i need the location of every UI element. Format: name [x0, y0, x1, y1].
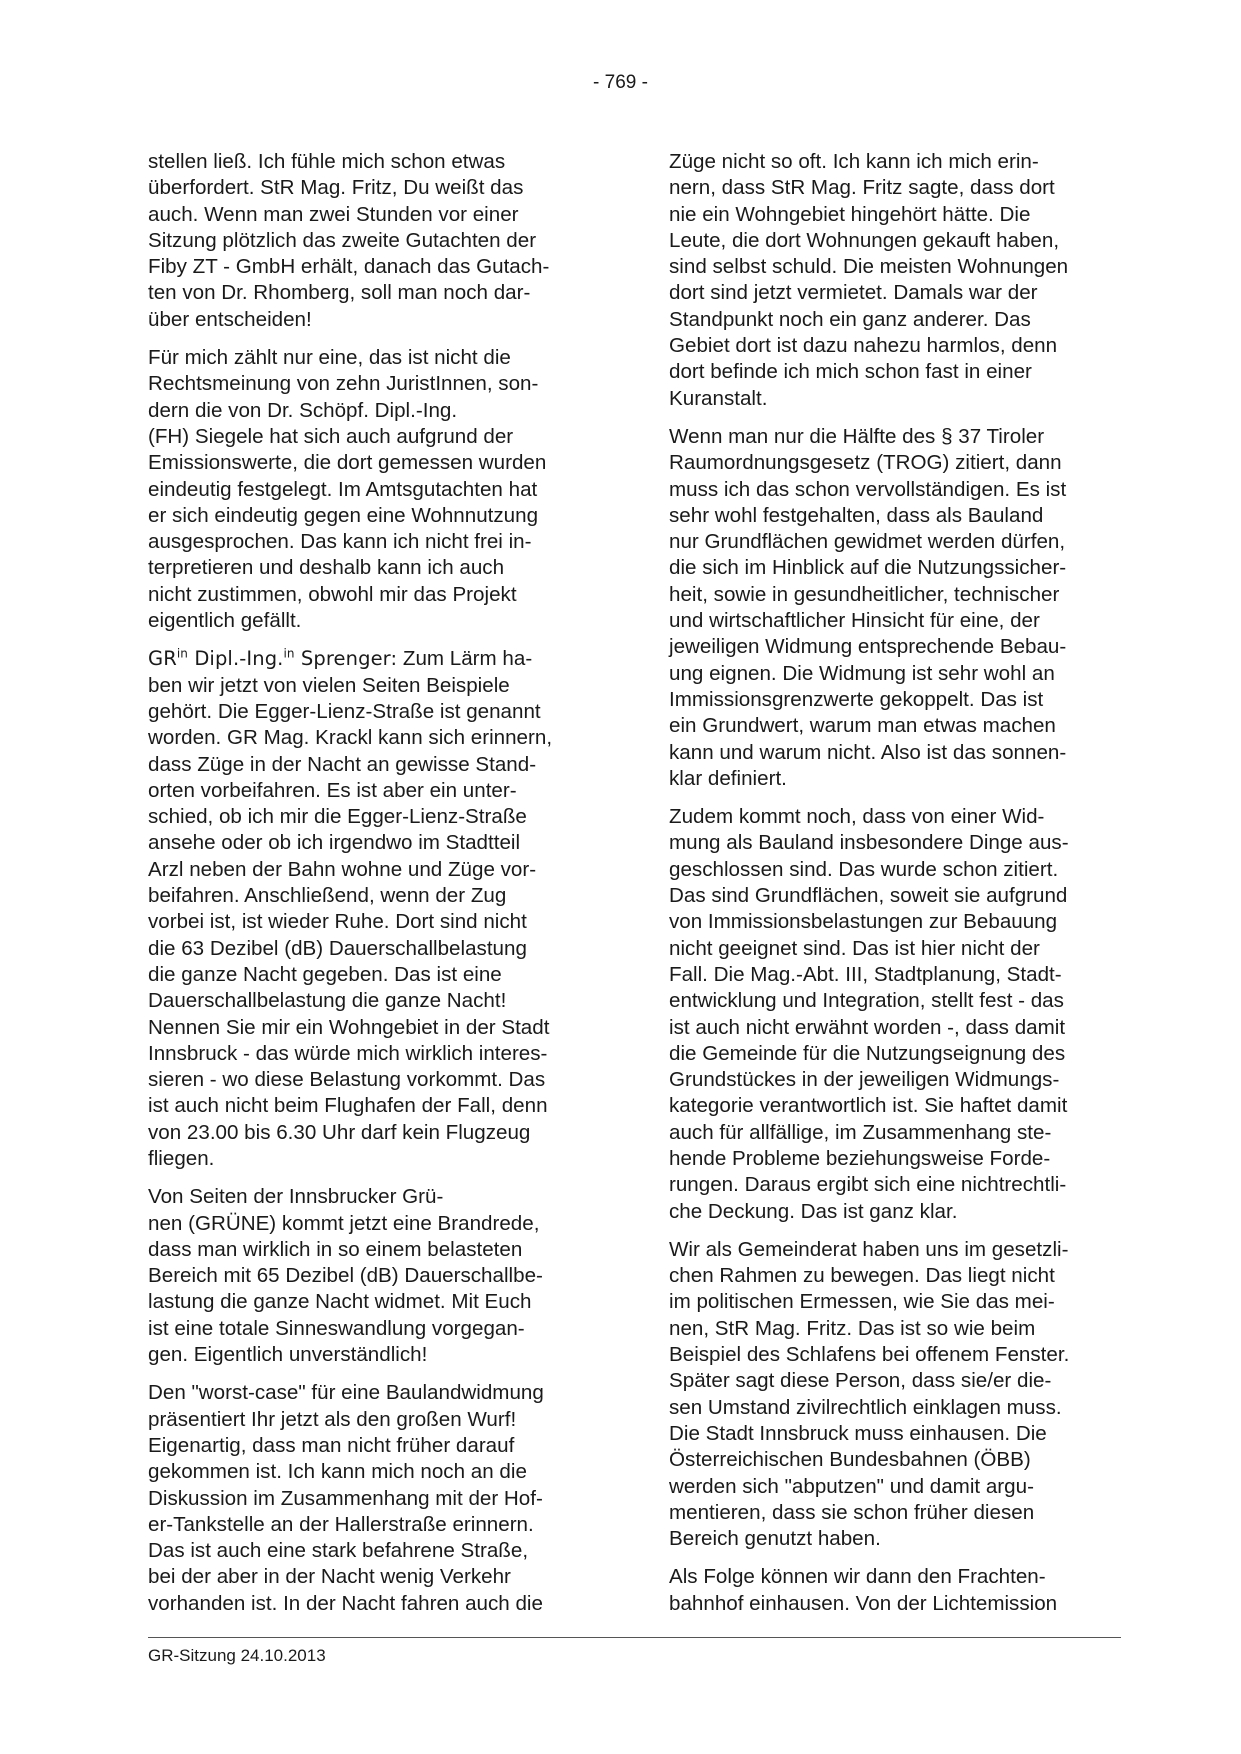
speaker-degree-suffix: in [283, 646, 295, 661]
left-column [148, 149, 598, 1629]
footer-divider [148, 1637, 1121, 1638]
paragraph: Als Folge können wir dann den Frachten- bahnhof einhausen. Von der Lichtemission [669, 1565, 1058, 1615]
paragraph: Von Seiten der Innsbrucker Grü- nen (GRÜNE) kommt jetzt eine Brandrede, dass man wirklich in so einem belasteten Bereich mit 65 Dezibel (dB) Dauerschallbe- lastung die ganze Nacht widmet. Mit Euch ist eine totale Sinneswandlung vorgegan- gen. Eigentlich unverständlich! [148, 1185, 543, 1367]
paragraph: Wenn man nur die Hälfte des § 37 Tiroler Raumordnungsgesetz (TROG) zitiert, dann muss ich das schon vervollständigen. Es ist sehr wohl festgehalten, dass als Bauland nur Grundflächen gewidmet werden dürfen, die sich im Hinblick auf die Nutzungssicher- heit, sowie in gesundheitlicher, technischer und wirtschaftlicher Hinsicht für eine, der jeweiligen Widmung entsprechende Bebau- ung eignen. Die Widmung ist sehr wohl an Immissionsgrenzwerte gekoppelt. Das ist ein Grundwert, warum man etwas machen kann und warum nicht. Also ist das sonnen- klar definiert. [669, 424, 1067, 790]
paragraph: Wir als Gemeinderat haben uns im gesetzli- chen Rahmen zu bewegen. Das liegt nicht im politischen Ermessen, wie Sie das mei- nen, StR Mag. Fritz. Das ist so wie beim Beispiel des Schlafens bei offenem Fenster. Später sagt diese Person, dass sie/er die- sen Umstand zivilrechtlich einklagen muss. Die Stadt Innsbruck muss einhausen. Die Österreichischen Bundesbahnen (ÖBB) werden sich "abputzen" und damit argu- mentieren, dass sie schon früher diesen Bereich genutzt haben. [669, 1237, 1070, 1551]
speaker-degree: Dipl.-Ing. [188, 647, 284, 671]
paragraph: Züge nicht so oft. Ich kann ich mich erin- nern, dass StR Mag. Fritz sagte, dass dort nie ein Wohngebiet hingehört hätte. Die Leute, die dort Wohnungen gekauft haben, sind selbst schuld. Die meisten Wohnungen dort sind jetzt vermietet. Damals war der Standpunkt noch ein ganz anderer. Das Gebiet dort ist dazu nahezu harmlos, denn dort befinde ich mich schon fast in einer Kuranstalt. [669, 150, 1069, 410]
speaker-name [148, 647, 397, 670]
speaker-title: GR [148, 647, 177, 671]
speaker-title-suffix: in [176, 646, 189, 661]
paragraph: Den "worst-case" für eine Baulandwidmung präsentiert Ihr jetzt als den großen Wurf! Eigenartig, dass man nicht früher darauf gekommen ist. Ich kann mich noch an die Diskussion im Zusammenhang mit der Hof- er-Tankstelle an der Hallerstraße erinnern. Das ist auch eine stark befahrene Straße, bei der aber in der Nacht wenig Verkehr vorhanden ist. In der Nacht fahren auch die [148, 1381, 544, 1615]
speech-text: Zum Lärm ha- ben wir jetzt von vielen Seiten Beispiele gehört. Die Egger-Lienz-Straße ist genannt worden. GR Mag. Krackl kann sich erinnern, dass Züge in der Nacht an gewisse Stand- orten vorbeifahren. Es ist aber ein unter- schied, ob ich mir die Egger-Lienz-Straße ansehe oder ob ich irgendwo im Stadtteil Arzl neben der Bahn wohne und Züge vor- beifahren. Anschließend, wenn der Zug vorbei ist, ist wieder Ruhe. Dort sind nicht die 63 Dezibel (dB) Dauerschallbelastung die ganze Nacht gegeben. Das ist eine Dauerschallbelastung die ganze Nacht! Nennen Sie mir ein Wohngebiet in der Stadt Innsbruck - das würde mich wirklich interes- sieren - wo diese Belastung vorkommt. Das ist auch nicht beim Flughafen der Fall, denn von 23.00 bis 6.30 Uhr darf kein Flugzeug fliegen. [148, 647, 553, 1170]
paragraph: stellen ließ. Ich fühle mich schon etwas überfordert. StR Mag. Fritz, Du weißt das auch. Wenn man zwei Stunden vor einer Sitzung plötzlich das zweite Gutachten der Fiby ZT - GmbH erhält, danach das Gutach- ten von Dr. Rhomberg, soll man noch dar- über entscheiden! [148, 150, 550, 331]
right-column [669, 149, 1119, 1629]
speaker-paragraph [148, 646, 598, 1172]
paragraph: Für mich zählt nur eine, das ist nicht die Rechtsmeinung von zehn JuristInnen, son- dern die von Dr. Schöpf. Dipl.-Ing. (FH) Siegele hat sich auch aufgrund der Emissionswerte, die dort gemessen wurden eindeutig festgelegt. Im Amtsgutachten hat er sich eindeutig gegen eine Wohnnutzung ausgesprochen. Das kann ich nicht frei in- terpretieren und deshalb kann ich auch nicht zustimmen, obwohl mir das Projekt eigentlich gefällt. [148, 346, 547, 633]
footer-session-date: GR-Sitzung 24.10.2013 [148, 1646, 326, 1665]
page-number: - 769 - [593, 72, 648, 93]
paragraph: Zudem kommt noch, dass von einer Wid- mung als Bauland insbesondere Dinge aus- geschlossen sind. Das wurde schon zitiert. Das sind Grundflächen, soweit sie aufgrund von Immissionsbelastungen zur Bebauung nicht geeignet sind. Das ist hier nicht der Fall. Die Mag.-Abt. III, Stadtplanung, Stadt- entwicklung und Integration, stellt fest - das ist auch nicht erwähnt worden -, dass damit die Gemeinde für die Nutzungseignung des Grundstückes in der jeweiligen Widmungs- kategorie verantwortlich ist. Sie haftet damit auch für allfällige, im Zusammenhang ste- hende Probleme beziehungsweise Forde- rungen. Daraus ergibt sich eine nichtrechtli- che Deckung. Das ist ganz klar. [669, 805, 1069, 1223]
speaker-surname: Sprenger: [294, 647, 398, 671]
